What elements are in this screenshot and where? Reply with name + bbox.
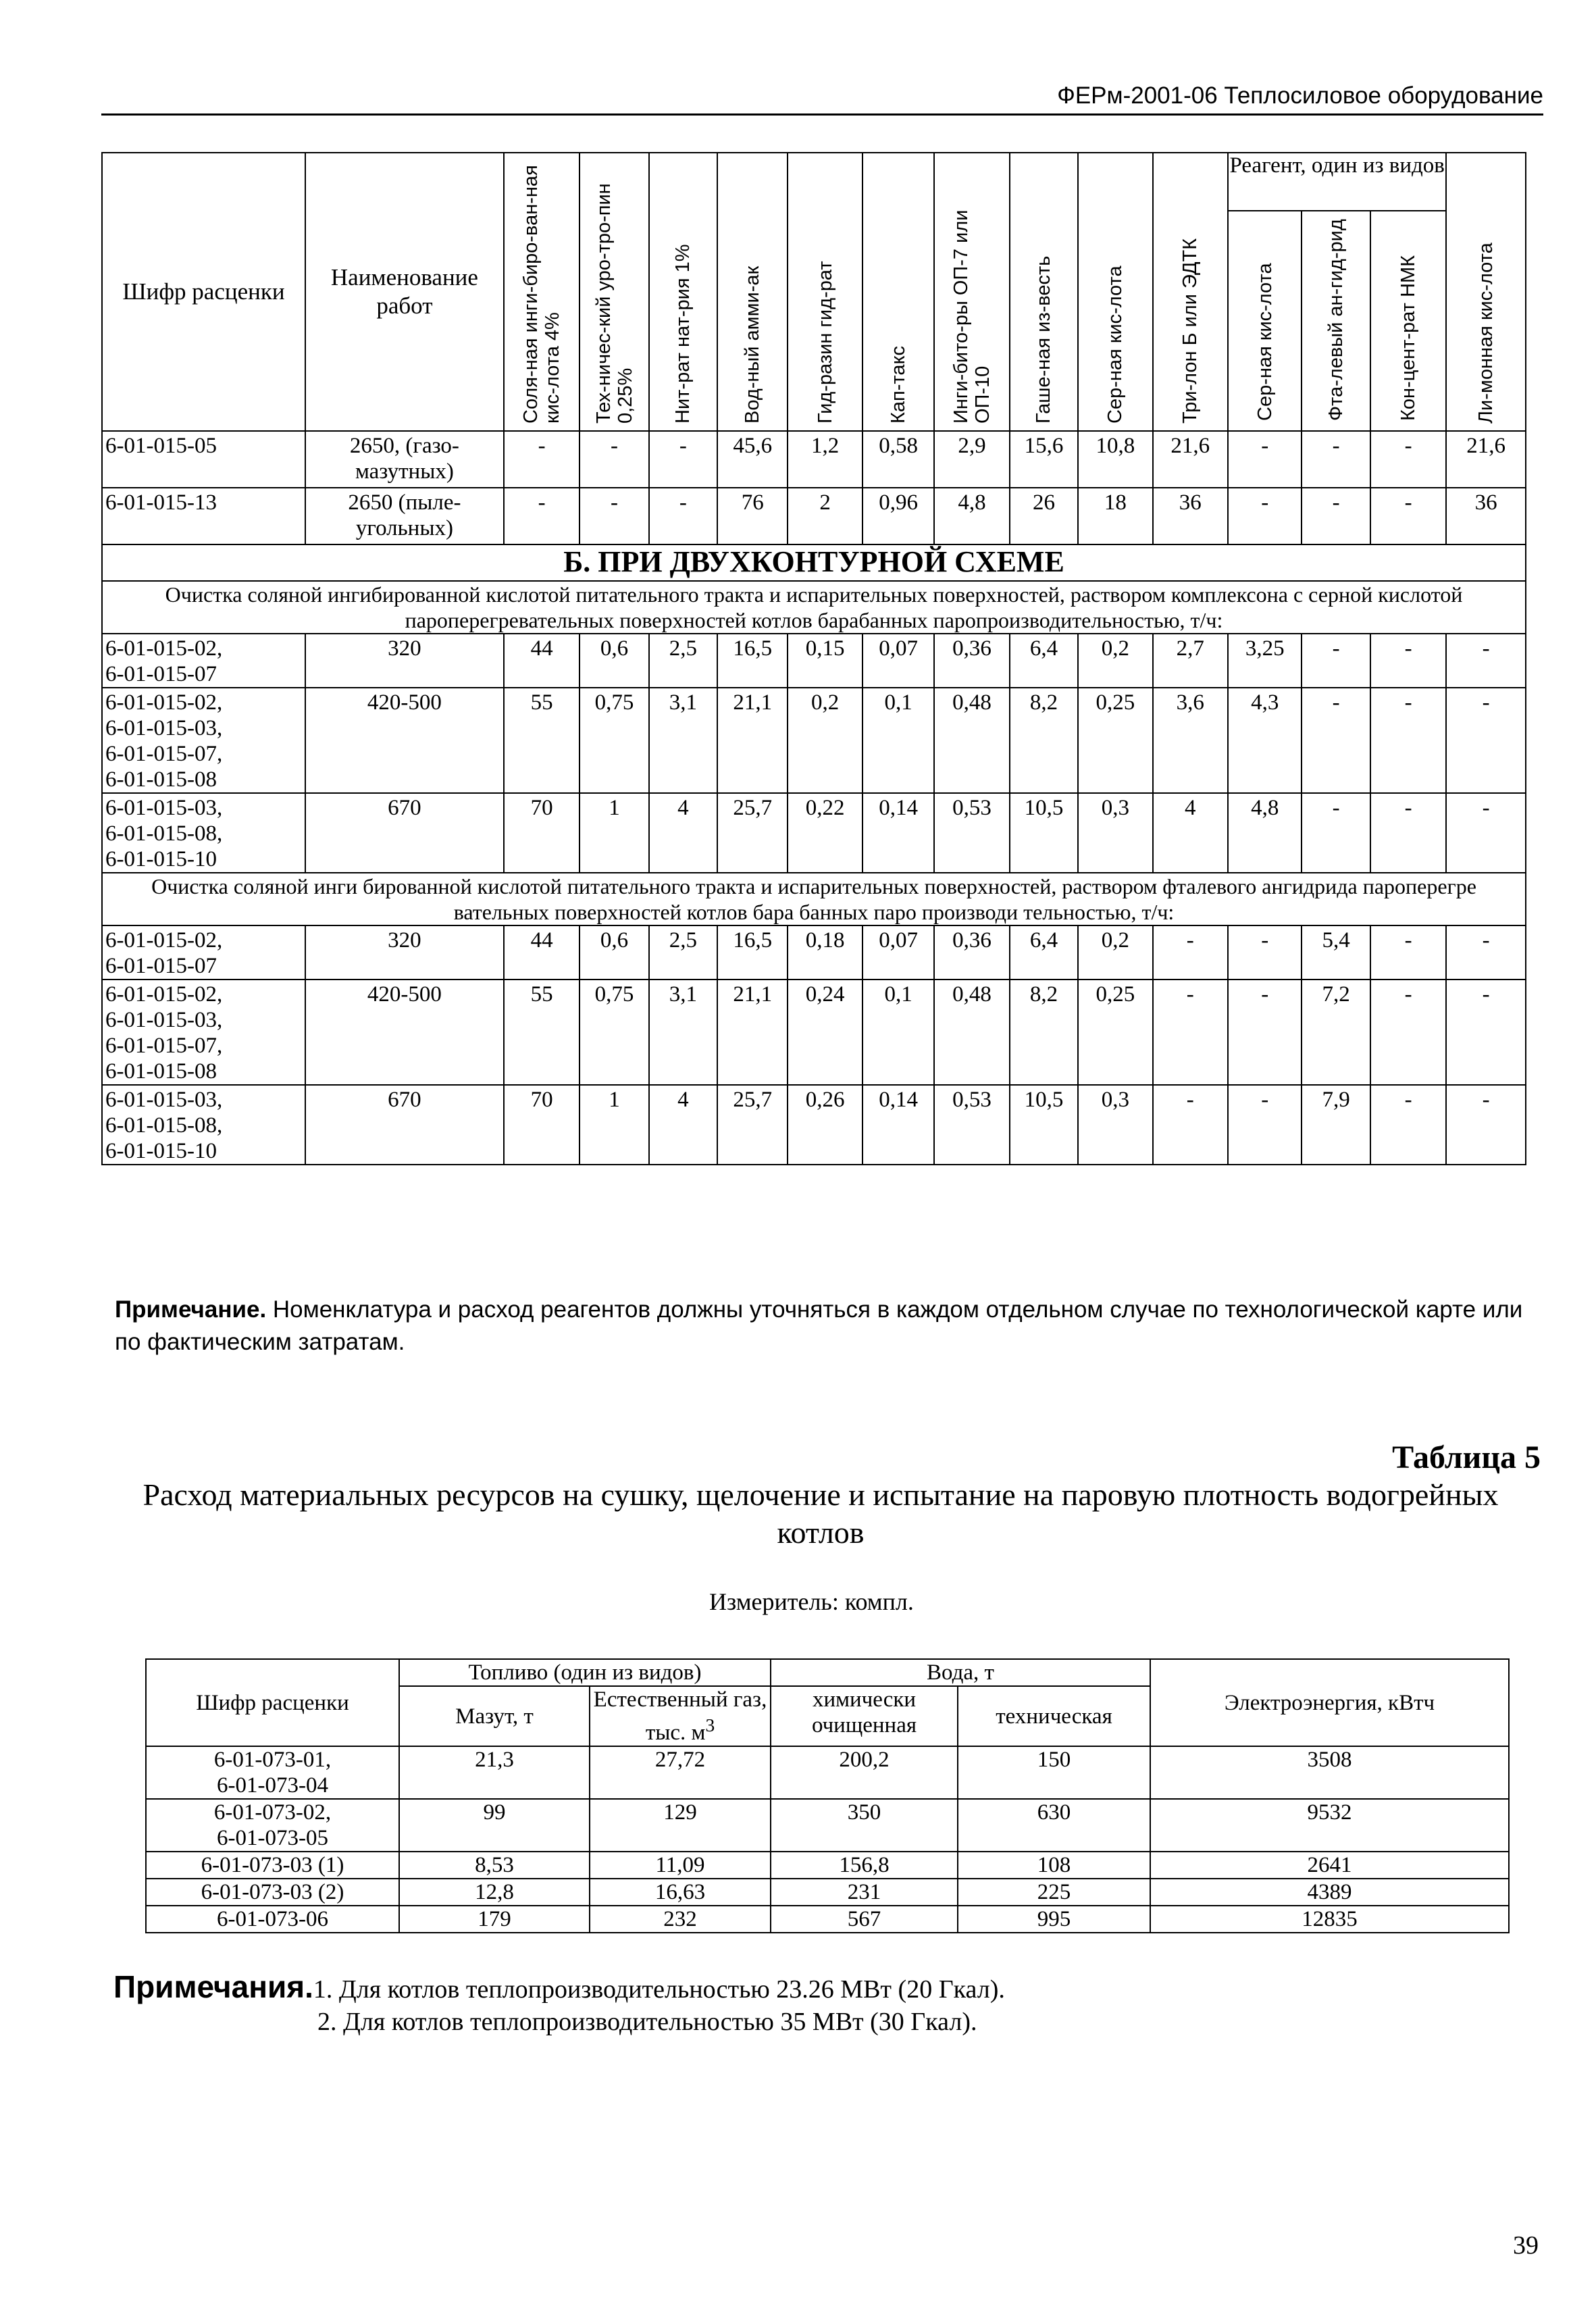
table-cell: 200,2: [771, 1746, 958, 1799]
work-name: 420-500: [305, 688, 504, 793]
table-cell: -: [1228, 431, 1302, 488]
col-header-reagent: Фта-левый ан-гид-рид: [1325, 218, 1347, 421]
table-cell: -: [1370, 431, 1446, 488]
table-cell: 10,8: [1078, 431, 1152, 488]
table-cell: 7,2: [1302, 980, 1370, 1085]
table-cell: 99: [399, 1799, 590, 1852]
table-cell: 0,3: [1078, 793, 1152, 873]
table5-measure: Измеритель: компл.: [709, 1588, 914, 1615]
table-cell: 0,48: [934, 980, 1009, 1085]
reagents-table: [101, 152, 1526, 1165]
table4-note: [115, 1294, 1533, 1358]
table-row: [146, 1879, 1509, 1906]
materials-table: [145, 1658, 1510, 1933]
table-cell: 25,7: [717, 793, 788, 873]
note-item-2: 2. Для котлов теплопроизводительностью 35 МВт (30 Гкал).: [317, 2008, 977, 2036]
col-header-reagent: Соля-ная инги-биро-ван-ная кис-лота 4%: [520, 165, 564, 424]
col-header-reagent: Гид-разин гид-рат: [814, 261, 836, 424]
table5-title: Расход материальных ресурсов на сушку, щелочение и испытание на паровую плотность водогрейных котлов: [143, 1477, 1499, 1550]
table-cell: 2641: [1150, 1852, 1509, 1879]
table-cell: 21,6: [1446, 431, 1526, 488]
table-cell: 21,3: [399, 1746, 590, 1799]
table-cell: 9532: [1150, 1799, 1509, 1852]
t5-col-chem-water: химически очищенная: [771, 1686, 958, 1746]
table-cell: -: [1302, 688, 1370, 793]
col-header-reagent: Сер-ная кис-лота: [1254, 263, 1276, 421]
t5-col-fuel: Топливо (один из видов): [399, 1659, 771, 1686]
table-cell: 45,6: [717, 431, 788, 488]
table-cell: 0,07: [863, 634, 934, 688]
table-cell: 2,9: [934, 431, 1009, 488]
table-cell: -: [580, 488, 648, 544]
table-cell: 108: [958, 1852, 1150, 1879]
rate-code: 6-01-015-05: [102, 431, 305, 488]
table-cell: 0,1: [863, 688, 934, 793]
work-name: 320: [305, 925, 504, 980]
table-cell: 25,7: [717, 1085, 788, 1165]
rate-code: 6-01-015-03, 6-01-015-08, 6-01-015-10: [102, 793, 305, 873]
table-cell: -: [1370, 925, 1446, 980]
table-cell: -: [1446, 793, 1526, 873]
table-cell: -: [1228, 1085, 1302, 1165]
table-cell: 5,4: [1302, 925, 1370, 980]
table-cell: -: [649, 488, 717, 544]
table-cell: 0,75: [580, 688, 648, 793]
work-name: 2650 (пыле-угольных): [305, 488, 504, 544]
work-name: 2650, (газо-мазутных): [305, 431, 504, 488]
section-description: Очистка соляной инги бированной кислотой питательного тракта и испарительных поверхностей, раствором фталевого ангидрида пароперегре вательных поверхностей котлов бара банных паро производи тельностью, т/ч:: [102, 873, 1526, 925]
col-header-reagent: Инги-бито-ры ОП-7 или ОП-10: [950, 209, 994, 424]
table-cell: 0,36: [934, 925, 1009, 980]
table-cell: -: [1446, 688, 1526, 793]
table-cell: 0,25: [1078, 980, 1152, 1085]
table-cell: -: [504, 488, 580, 544]
table-cell: 55: [504, 688, 580, 793]
table-cell: 0,3: [1078, 1085, 1152, 1165]
table-cell: 4,3: [1228, 688, 1302, 793]
header-title: ФЕРм-2001-06 Теплосиловое оборудование: [1057, 82, 1543, 109]
section-description: Очистка соляной ингибированной кислотой питательного тракта и испарительных поверхностей, раствором комплексона с серной кислотой пароперегревательных поверхностей котлов барабанных паропроизводительностью, т/ч:: [102, 581, 1526, 634]
table-cell: 7,9: [1302, 1085, 1370, 1165]
table-cell: 0,15: [788, 634, 862, 688]
table-cell: 2: [788, 488, 862, 544]
table-cell: 70: [504, 1085, 580, 1165]
table-cell: 27,72: [590, 1746, 771, 1799]
col-header-reagent: Кон-цент-рат НМК: [1397, 255, 1420, 421]
table-cell: 21,1: [717, 688, 788, 793]
table-cell: -: [1446, 925, 1526, 980]
table-row: [102, 980, 1526, 1085]
table-cell: 3508: [1150, 1746, 1509, 1799]
table-row: [102, 688, 1526, 793]
section-heading: Б. ПРИ ДВУХКОНТУРНОЙ СХЕМЕ: [102, 544, 1526, 581]
table-row: [102, 1085, 1526, 1165]
table-cell: 630: [958, 1799, 1150, 1852]
table-row: [102, 431, 1526, 488]
table-cell: -: [1228, 488, 1302, 544]
table-cell: -: [504, 431, 580, 488]
table-cell: 8,2: [1010, 688, 1078, 793]
page-header: [101, 81, 1543, 116]
table-cell: 16,5: [717, 634, 788, 688]
table-cell: 156,8: [771, 1852, 958, 1879]
table-cell: 76: [717, 488, 788, 544]
table-cell: 21,1: [717, 980, 788, 1085]
table-cell: 70: [504, 793, 580, 873]
rate-code: 6-01-015-02, 6-01-015-07: [102, 634, 305, 688]
table-cell: 15,6: [1010, 431, 1078, 488]
table-cell: 4: [649, 1085, 717, 1165]
table-cell: 8,53: [399, 1852, 590, 1879]
table-cell: 12,8: [399, 1879, 590, 1906]
table-cell: 11,09: [590, 1852, 771, 1879]
table-cell: 0,53: [934, 1085, 1009, 1165]
table-cell: 0,2: [1078, 925, 1152, 980]
table-cell: 4,8: [934, 488, 1009, 544]
table-cell: 44: [504, 925, 580, 980]
table-cell: 0,36: [934, 634, 1009, 688]
col-header-cipher: Шифр расценки: [102, 153, 305, 431]
table-cell: -: [1228, 925, 1302, 980]
table-cell: 231: [771, 1879, 958, 1906]
table-cell: -: [1370, 980, 1446, 1085]
table-cell: 1: [580, 793, 648, 873]
table-cell: 10,5: [1010, 793, 1078, 873]
t5-col-mazut: Мазут, т: [399, 1686, 590, 1746]
work-name: 420-500: [305, 980, 504, 1085]
table-cell: 4,8: [1228, 793, 1302, 873]
table-cell: 0,2: [788, 688, 862, 793]
table-cell: 0,14: [863, 1085, 934, 1165]
table-cell: -: [1153, 925, 1228, 980]
note-text: Номенклатура и расход реагентов должны уточняться в каждом отдельном случае по технологической карте или по фактическим затратам.: [115, 1296, 1523, 1355]
table-cell: 129: [590, 1799, 771, 1852]
col-header-reagent: Три-лон Б или ЭДТК: [1179, 238, 1202, 424]
table-cell: 1: [580, 1085, 648, 1165]
table-row: [146, 1852, 1509, 1879]
table-cell: -: [1302, 431, 1370, 488]
rate-code: 6-01-015-02, 6-01-015-03, 6-01-015-07, 6-01-015-08: [102, 688, 305, 793]
table-cell: 26: [1010, 488, 1078, 544]
table-row: [146, 1906, 1509, 1933]
table-cell: -: [1370, 793, 1446, 873]
table-cell: 16,5: [717, 925, 788, 980]
table-cell: 0,22: [788, 793, 862, 873]
col-header-reagent: Тех-ничес-кий уро-тро-пин 0,25%: [592, 183, 636, 424]
table-cell: -: [1228, 980, 1302, 1085]
table-cell: 0,96: [863, 488, 934, 544]
table-cell: 6,4: [1010, 634, 1078, 688]
reagent-group-header: Реагент, один из видов: [1228, 153, 1446, 211]
table-cell: -: [580, 431, 648, 488]
t5-col-cipher: Шифр расценки: [146, 1659, 399, 1746]
rate-code: 6-01-015-03, 6-01-015-08, 6-01-015-10: [102, 1085, 305, 1165]
table-cell: 995: [958, 1906, 1150, 1933]
work-name: 670: [305, 793, 504, 873]
rate-code: 6-01-015-13: [102, 488, 305, 544]
table-cell: 16,63: [590, 1879, 771, 1906]
table-cell: 10,5: [1010, 1085, 1078, 1165]
col-header-reagent: Гаше-ная из-весть: [1033, 255, 1055, 424]
rate-code: 6-01-073-06: [146, 1906, 399, 1933]
table-cell: 0,6: [580, 634, 648, 688]
table-cell: 225: [958, 1879, 1150, 1906]
rate-code: 6-01-073-02, 6-01-073-05: [146, 1799, 399, 1852]
rate-code: 6-01-073-03 (1): [146, 1852, 399, 1879]
table-cell: 55: [504, 980, 580, 1085]
table-cell: 0,6: [580, 925, 648, 980]
table-cell: 232: [590, 1906, 771, 1933]
table-cell: 179: [399, 1906, 590, 1933]
table-row: [102, 793, 1526, 873]
table-cell: 1,2: [788, 431, 862, 488]
rate-code: 6-01-015-02, 6-01-015-03, 6-01-015-07, 6-01-015-08: [102, 980, 305, 1085]
note-item-1: 1. Для котлов теплопроизводительностью 23.26 МВт (20 Гкал).: [313, 1975, 1005, 2004]
table-cell: -: [1302, 793, 1370, 873]
table-cell: 0,58: [863, 431, 934, 488]
table-cell: -: [1370, 1085, 1446, 1165]
table-cell: 4: [649, 793, 717, 873]
table-cell: 3,25: [1228, 634, 1302, 688]
note-label: Примечание.: [115, 1296, 267, 1323]
table-cell: -: [649, 431, 717, 488]
page-number: 39: [1513, 2231, 1539, 2260]
table-row: [102, 488, 1526, 544]
col-header-reagent: Сер-ная кис-лота: [1104, 265, 1127, 424]
col-header-reagent: Вод-ный амми-ак: [742, 265, 764, 424]
table-cell: 36: [1446, 488, 1526, 544]
table-cell: 0,48: [934, 688, 1009, 793]
table-cell: -: [1153, 980, 1228, 1085]
table-cell: 3,6: [1153, 688, 1228, 793]
table-cell: 567: [771, 1906, 958, 1933]
table5-notes: [113, 1971, 1005, 2038]
table-cell: 4: [1153, 793, 1228, 873]
table-cell: 8,2: [1010, 980, 1078, 1085]
table-cell: 0,53: [934, 793, 1009, 873]
notes-label: Примечания.: [113, 1969, 313, 2004]
table-row: [102, 634, 1526, 688]
table-cell: 18: [1078, 488, 1152, 544]
table-cell: -: [1446, 1085, 1526, 1165]
rate-code: 6-01-073-03 (2): [146, 1879, 399, 1906]
table-cell: 44: [504, 634, 580, 688]
table-cell: 0,25: [1078, 688, 1152, 793]
rate-code: 6-01-073-01, 6-01-073-04: [146, 1746, 399, 1799]
table-cell: -: [1302, 488, 1370, 544]
table-cell: -: [1446, 634, 1526, 688]
t5-col-tech-water: техническая: [958, 1686, 1150, 1746]
work-name: 320: [305, 634, 504, 688]
table-cell: 0,14: [863, 793, 934, 873]
table-cell: -: [1153, 1085, 1228, 1165]
table-cell: 36: [1153, 488, 1228, 544]
table5-number: Таблица 5: [1392, 1440, 1541, 1475]
table-row: [146, 1799, 1509, 1852]
table-cell: 12835: [1150, 1906, 1509, 1933]
table-cell: 2,5: [649, 925, 717, 980]
table-cell: -: [1302, 634, 1370, 688]
col-header-reagent: Кап-такс: [887, 346, 910, 424]
rate-code: 6-01-015-02, 6-01-015-07: [102, 925, 305, 980]
table-cell: 350: [771, 1799, 958, 1852]
table-cell: 150: [958, 1746, 1150, 1799]
t5-col-gas: Естественный газ, тыс. $м^3$: [590, 1686, 771, 1746]
table-cell: 2,7: [1153, 634, 1228, 688]
table-cell: 0,24: [788, 980, 862, 1085]
t5-col-water: Вода, т: [771, 1659, 1150, 1686]
table-row: [102, 925, 1526, 980]
table-row: [146, 1746, 1509, 1799]
table-cell: 2,5: [649, 634, 717, 688]
table-cell: 6,4: [1010, 925, 1078, 980]
t5-col-power: Электроэнергия, кВтч: [1150, 1659, 1509, 1746]
col-header-reagent: Нит-рат нат-рия 1%: [672, 244, 694, 424]
table-cell: 0,2: [1078, 634, 1152, 688]
table-cell: 0,07: [863, 925, 934, 980]
table-cell: 21,6: [1153, 431, 1228, 488]
table-cell: -: [1370, 688, 1446, 793]
table-cell: 0,18: [788, 925, 862, 980]
table-cell: 3,1: [649, 688, 717, 793]
table-cell: -: [1370, 634, 1446, 688]
table-cell: -: [1370, 488, 1446, 544]
table-cell: 0,26: [788, 1085, 862, 1165]
col-header-name: Наименование работ: [305, 153, 504, 431]
work-name: 670: [305, 1085, 504, 1165]
table-cell: 4389: [1150, 1879, 1509, 1906]
col-header-reagent: Ли-монная кис-лота: [1475, 243, 1497, 424]
table-cell: 3,1: [649, 980, 717, 1085]
table-cell: 0,75: [580, 980, 648, 1085]
table-cell: 0,1: [863, 980, 934, 1085]
table-cell: -: [1446, 980, 1526, 1085]
